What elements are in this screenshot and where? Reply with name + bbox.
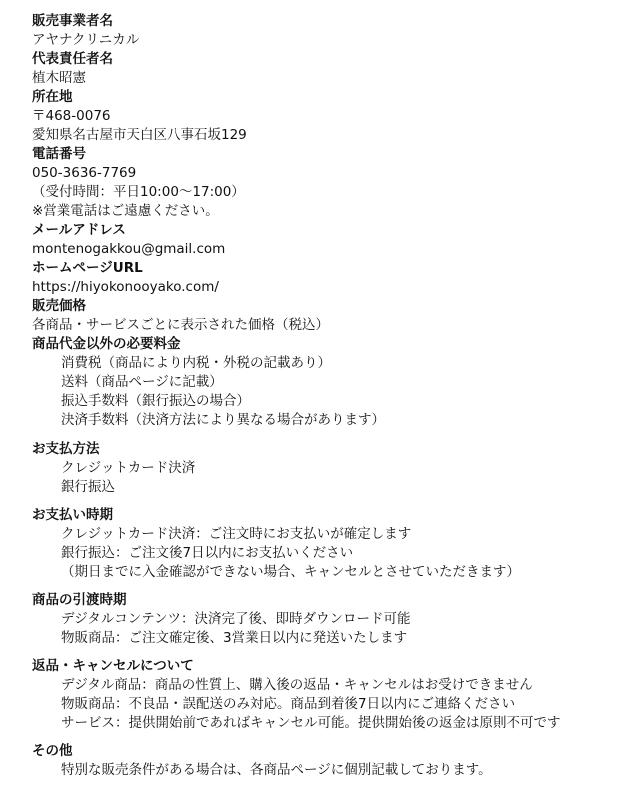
price-value: 各商品・サービスごとに表示された価格（税込） bbox=[32, 317, 329, 333]
payment-timing-item: クレジットカード決済：ご注文時にお支払いが確定します bbox=[61, 526, 412, 542]
email-label: メールアドレス bbox=[32, 222, 126, 238]
payment-timing-item: （期日までに入金確認ができない場合、キャンセルとさせていただきます） bbox=[61, 564, 520, 580]
phone-hours: （受付時間：平日10:00〜17:00） bbox=[32, 184, 245, 200]
seller-label: 販売事業者名 bbox=[32, 13, 113, 29]
payment-timing-item: 銀行振込：ご注文後7日以内にお支払いください bbox=[61, 545, 354, 561]
payment-methods-item: 銀行振込 bbox=[61, 479, 115, 495]
returns-item: サービス：提供開始前であればキャンセル可能。提供開始後の返金は原則不可です bbox=[61, 715, 561, 731]
homepage-label: ホームページURL bbox=[32, 260, 143, 276]
returns-item: 物販商品：不良品・誤配送のみ対応。商品到着後7日以内にご連絡ください bbox=[61, 696, 516, 712]
homepage-value: https://hiyokonooyako.com/ bbox=[32, 279, 219, 295]
phone-number: 050-3636-7769 bbox=[32, 165, 137, 181]
extra-fees-label: 商品代金以外の必要料金 bbox=[32, 336, 181, 352]
returns-item: デジタル商品：商品の性質上、購入後の返品・キャンセルはお受けできません bbox=[61, 677, 533, 693]
delivery-label: 商品の引渡時期 bbox=[32, 592, 127, 608]
other-item: 特別な販売条件がある場合は、各商品ページに個別記載しております。 bbox=[61, 762, 492, 778]
seller-value: アヤナクリニカル bbox=[32, 32, 140, 48]
address-label: 所在地 bbox=[32, 89, 73, 105]
payment-timing-label: お支払い時期 bbox=[32, 507, 113, 523]
representative-value: 植木昭憲 bbox=[32, 70, 86, 86]
payment-methods-label: お支払方法 bbox=[32, 441, 100, 457]
returns-label: 返品・キャンセルについて bbox=[32, 658, 194, 674]
address-postal: 〒468-0076 bbox=[32, 108, 111, 124]
representative-label: 代表責任者名 bbox=[32, 51, 113, 67]
email-value: montenogakkou@gmail.com bbox=[32, 241, 226, 257]
extra-fees-item: 決済手数料（決済方法により異なる場合があります） bbox=[61, 412, 385, 428]
delivery-item: 物販商品：ご注文確定後、3営業日以内に発送いたします bbox=[61, 630, 408, 646]
extra-fees-item: 消費税（商品により内税・外税の記載あり） bbox=[61, 355, 331, 371]
phone-note: ※営業電話はご遠慮ください。 bbox=[32, 203, 219, 219]
extra-fees-item: 振込手数料（銀行振込の場合） bbox=[61, 393, 250, 409]
extra-fees-item: 送料（商品ページに記載） bbox=[61, 374, 223, 390]
phone-label: 電話番号 bbox=[32, 146, 86, 162]
delivery-item: デジタルコンテンツ：決済完了後、即時ダウンロード可能 bbox=[61, 611, 411, 627]
payment-methods-item: クレジットカード決済 bbox=[61, 460, 196, 476]
address-line: 愛知県名古屋市天白区八事石坂129 bbox=[32, 127, 247, 143]
other-label: その他 bbox=[32, 743, 73, 759]
price-label: 販売価格 bbox=[32, 298, 86, 314]
